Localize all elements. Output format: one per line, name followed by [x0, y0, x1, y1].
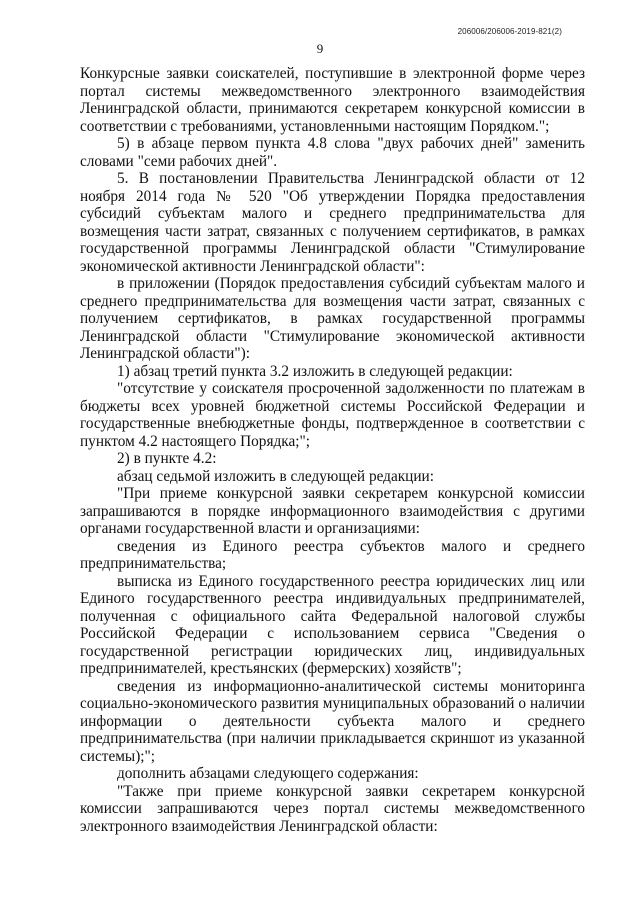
paragraph: "отсутствие у соискателя просроченной задолженности по платежам в бюджеты всех уровней бюджетной системы Российской Федерации и государственные внебюджетные фонды, подтвержденное в соответствии с пунктом 4.2 настоящего Порядка;";	[80, 380, 585, 450]
paragraph: дополнить абзацами следующего содержания:	[117, 765, 419, 782]
paragraph: в приложении (Порядок предоставления субсидий субъектам малого и среднего предпринимательства для возмещения части затрат, связанных с получением сертификатов, в рамках государственной программы Ленинградской области "Стимулирование экономической активности Ленинградской области"):	[80, 275, 585, 362]
paragraph: сведения из Единого реестра субъектов малого и среднего предпринимательства;	[80, 537, 585, 572]
paragraph: сведения из информационно-аналитической системы мониторинга социально-экономического развития муниципальных образований о наличии информации о деятельности субъекта малого и среднего предпринимательства (при наличии прикладывается скриншот из указанной системы);";	[80, 677, 585, 765]
document-body	[80, 65, 585, 835]
paragraph: 5. В постановлении Правительства Ленинградской области от 12 ноября 2014 года № 520 "Об утверждении Порядка предоставления субсидий субъектам малого и среднего предпринимательства для возмещения части затрат, связанных с получением сертификатов, в рамках государственной программы Ленинградской области "Стимулирование экономической активности Ленинградской области":	[80, 170, 585, 275]
paragraph: Конкурсные заявки соискателей, поступившие в электронной форме через портал системы межведомственного электронного взаимодействия Ленинградской области, принимаются секретарем конкурсной комиссии в соответствии с требованиями, установленными настоящим Порядком.";	[80, 65, 585, 135]
paragraph: 2) в пункте 4.2:	[117, 450, 217, 467]
paragraph: 1) абзац третий пункта 3.2 изложить в следующей редакции:	[117, 362, 513, 380]
paragraph: 5) в абзаце первом пункта 4.8 слова "двух рабочих дней" заменить словами "семи рабочих дней".	[80, 135, 585, 170]
paragraph: абзац седьмой изложить в следующей редакции:	[117, 467, 434, 485]
paragraph: выписка из Единого государственного реестра юридических лиц или Единого государственного реестра индивидуальных предпринимателей, полученная с официального сайта Федеральной налоговой службы Российской Федерации с использованием сервиса "Сведения о государственной регистрации юридических лиц, индивидуальных предпринимателей, крестьянских (фермерских) хозяйств";	[80, 572, 585, 677]
page-number: 9	[316, 41, 324, 56]
paragraph: "При приеме конкурсной заявки секретарем конкурсной комиссии запрашиваются в порядке информационного взаимодействия с другими органами государственной власти и организациями:	[80, 485, 585, 537]
document-id: 206006/206006-2019-821(2)	[457, 27, 562, 36]
paragraph: "Также при приеме конкурсной заявки секретарем конкурсной комиссии запрашиваются через портал системы межведомственного электронного взаимодействия Ленинградской области:	[80, 782, 585, 835]
